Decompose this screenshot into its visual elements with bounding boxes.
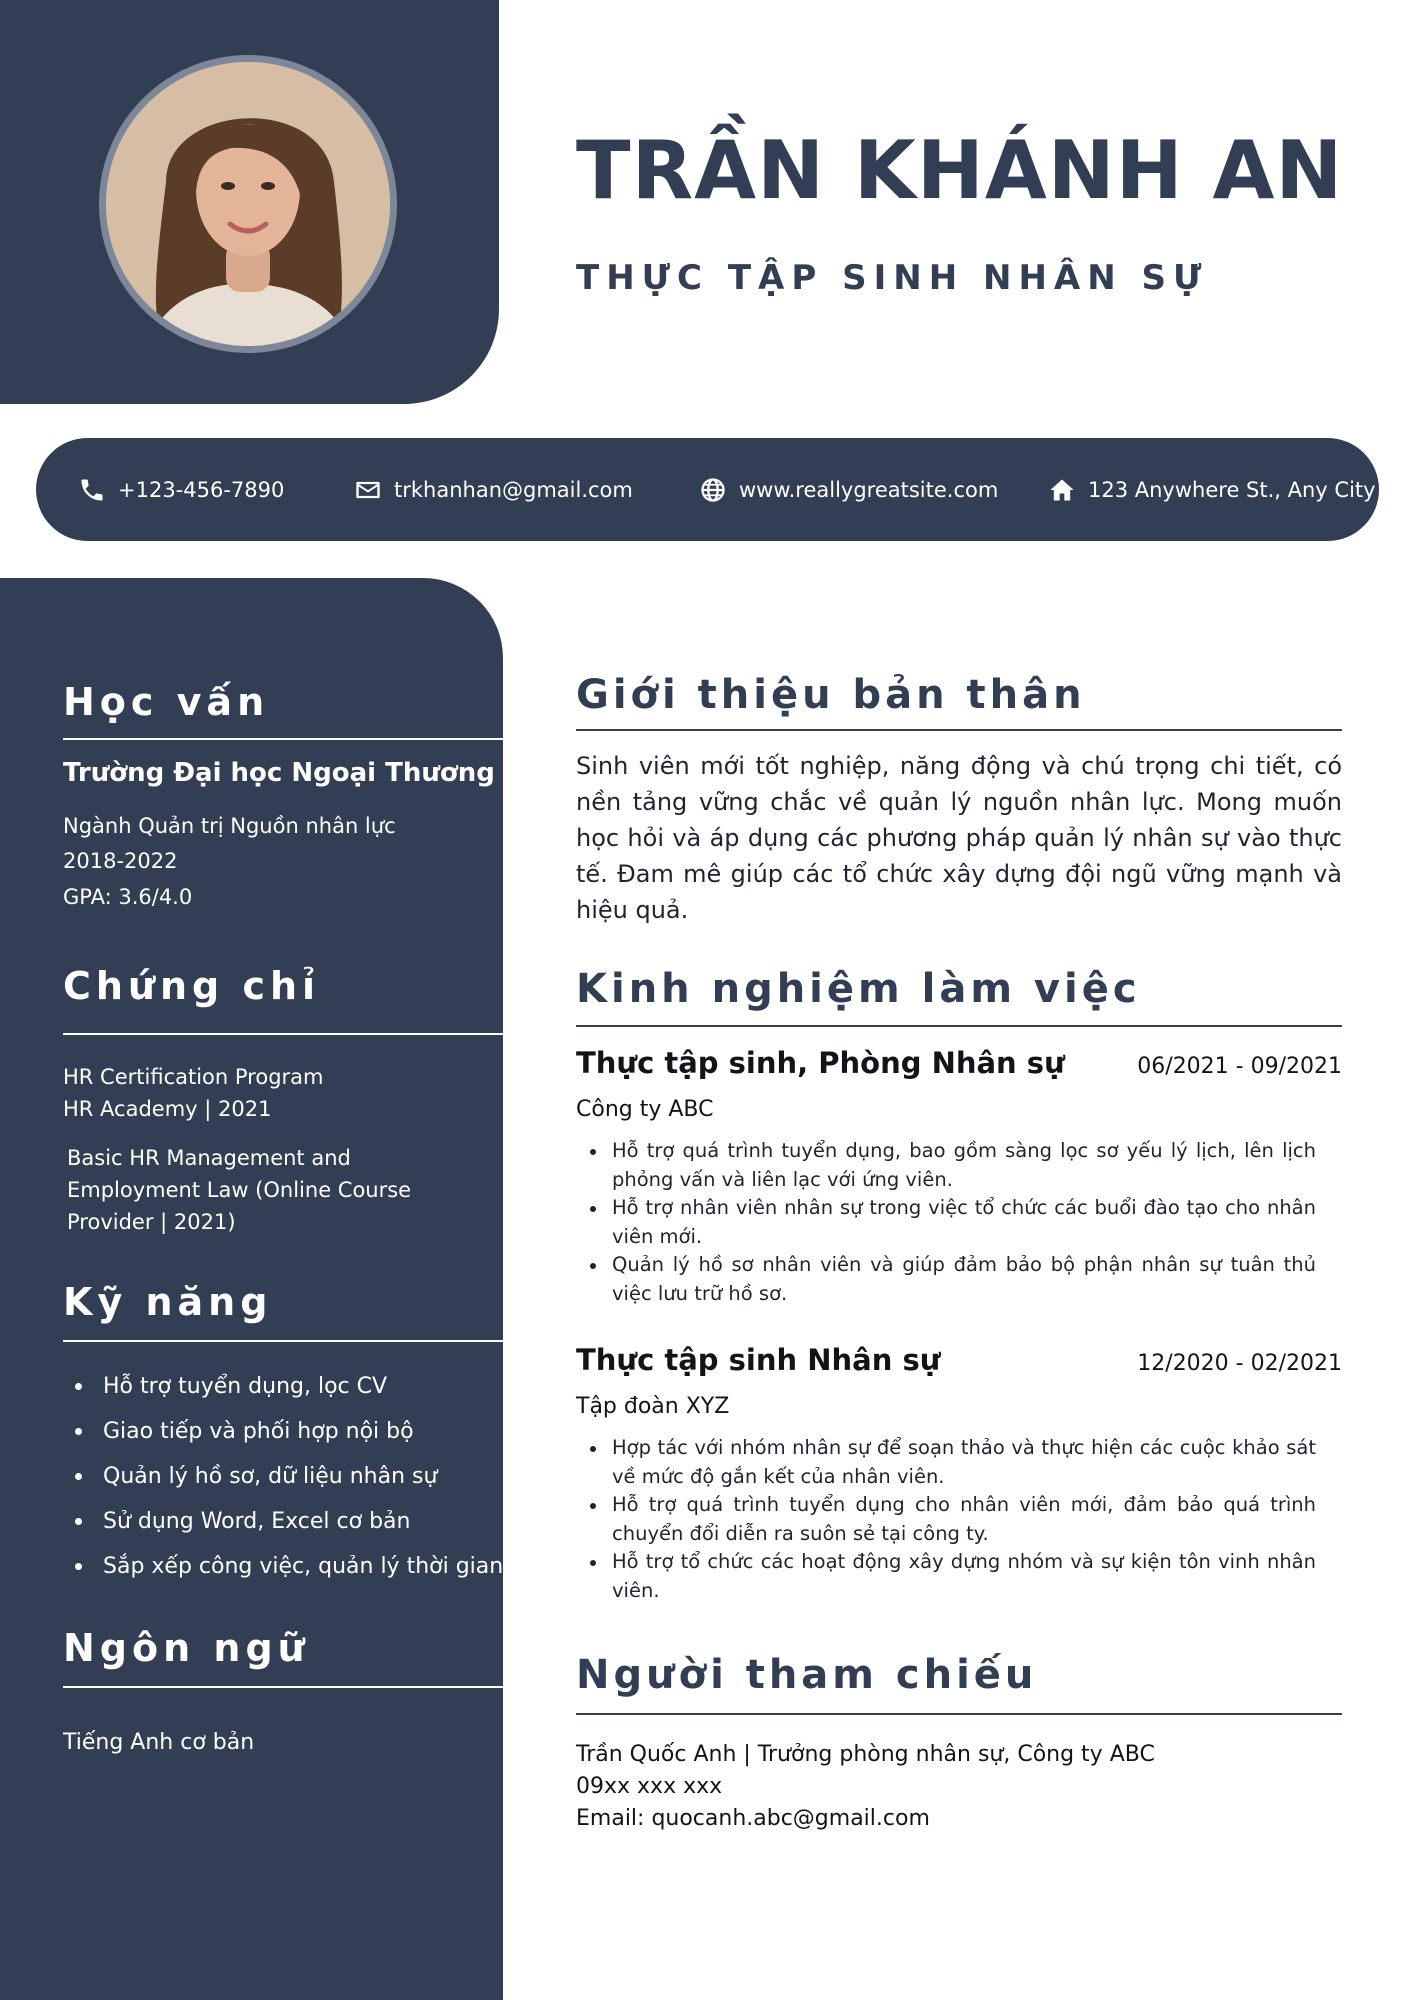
cert-1-line1: HR Certification Program <box>63 1065 324 1089</box>
experience-heading: Kinh nghiệm làm việc <box>576 966 1141 1012</box>
job-1-bullets <box>576 1137 1316 1308</box>
cert-2-line2: Employment Law (Online Course <box>67 1178 412 1202</box>
references-heading: Người tham chiếu <box>576 1652 1038 1698</box>
job-2-dates: 12/2020 - 02/2021 <box>1137 1351 1342 1376</box>
cert-2-line1: Basic HR Management and <box>67 1146 351 1170</box>
job-1-company: Công ty ABC <box>576 1097 714 1122</box>
website-text: www.reallygreatsite.com <box>739 477 999 502</box>
list-item: Hỗ trợ quá trình tuyển dụng, bao gồm sàng lọc sơ yếu lý lịch, lên lịch phỏng vấn và liên lạc với ứng viên. <box>576 1137 1316 1194</box>
contact-address[interactable] <box>1048 438 1376 541</box>
reference-email: Email: quocanh.abc@gmail.com <box>576 1806 930 1831</box>
intro-rule <box>576 729 1342 731</box>
education-rule <box>63 738 503 740</box>
candidate-name: TRẦN KHÁNH AN <box>576 124 1344 217</box>
job-2-role: Thực tập sinh Nhân sự <box>576 1343 941 1377</box>
list-item: Quản lý hồ sơ, dữ liệu nhân sự <box>63 1454 503 1499</box>
certificates-rule <box>63 1033 503 1035</box>
education-heading: Học vấn <box>63 680 270 724</box>
list-item: Hỗ trợ quá trình tuyển dụng cho nhân viên mới, đảm bảo quá trình chuyển đổi diễn ra suôn sẻ tại công ty. <box>576 1491 1316 1548</box>
skills-heading: Kỹ năng <box>63 1280 273 1324</box>
certificates-heading: Chứng chỉ <box>63 964 321 1008</box>
skills-list <box>63 1364 503 1589</box>
list-item: Hỗ trợ nhân viên nhân sự trong việc tổ chức các buổi đào tạo cho nhân viên mới. <box>576 1194 1316 1251</box>
education-major: Ngành Quản trị Nguồn nhân lực <box>63 814 396 838</box>
languages-heading: Ngôn ngữ <box>63 1626 310 1670</box>
experience-rule <box>576 1025 1342 1027</box>
list-item: Quản lý hồ sơ nhân viên và giúp đảm bảo bộ phận nhân sự tuân thủ việc lưu trữ hồ sơ. <box>576 1251 1316 1308</box>
contact-bar <box>36 438 1379 541</box>
cert-1-line2: HR Academy | 2021 <box>63 1097 272 1121</box>
candidate-title: THỰC TẬP SINH NHÂN SỰ <box>576 258 1209 298</box>
list-item: Hỗ trợ tuyển dụng, lọc CV <box>63 1364 503 1409</box>
photo-panel <box>0 0 499 404</box>
education-school: Trường Đại học Ngoại Thương <box>63 758 495 788</box>
languages-rule <box>63 1686 503 1688</box>
list-item: Sử dụng Word, Excel cơ bản <box>63 1499 503 1544</box>
contact-phone[interactable] <box>78 438 284 541</box>
email-text: trkhanhan@gmail.com <box>394 477 633 502</box>
education-gpa: GPA: 3.6/4.0 <box>63 885 193 909</box>
phone-icon <box>78 476 106 504</box>
profile-photo <box>106 62 390 346</box>
address-text: 123 Anywhere St., Any City <box>1088 477 1376 502</box>
list-item: Hợp tác với nhóm nhân sự để soạn thảo và thực hiện các cuộc khảo sát về mức độ gắn kết của nhân viên. <box>576 1434 1316 1491</box>
mail-icon <box>354 476 382 504</box>
cert-2-line3: Provider | 2021) <box>67 1210 236 1234</box>
phone-text: +123-456-7890 <box>118 477 285 502</box>
job-1-dates: 06/2021 - 09/2021 <box>1137 1054 1342 1079</box>
globe-icon <box>699 476 727 504</box>
reference-name: Trần Quốc Anh | Trưởng phòng nhân sự, Công ty ABC <box>576 1742 1155 1767</box>
reference-phone: 09xx xxx xxx <box>576 1774 723 1799</box>
job-2-bullets <box>576 1434 1316 1605</box>
references-rule <box>576 1713 1342 1715</box>
language-item: Tiếng Anh cơ bản <box>63 1730 255 1755</box>
intro-text: Sinh viên mới tốt nghiệp, năng động và chú trọng chi tiết, có nền tảng vững chắc về quản lý nguồn nhân lực. Mong muốn học hỏi và áp dụng các phương pháp quản lý nhân sự vào thực tế. Đam mê giúp các tổ chức xây dựng đội ngũ vững mạnh và hiệu quả. <box>576 752 1342 924</box>
home-icon <box>1048 476 1076 504</box>
list-item: Hỗ trợ tổ chức các hoạt động xây dựng nhóm và sự kiện tôn vinh nhân viên. <box>576 1548 1316 1605</box>
intro-heading: Giới thiệu bản thân <box>576 672 1086 718</box>
list-item: Giao tiếp và phối hợp nội bộ <box>63 1409 503 1454</box>
list-item: Sắp xếp công việc, quản lý thời gian <box>63 1544 503 1589</box>
education-years: 2018-2022 <box>63 849 178 873</box>
contact-email[interactable] <box>354 438 633 541</box>
job-2-company: Tập đoàn XYZ <box>576 1394 730 1419</box>
contact-website[interactable] <box>699 438 998 541</box>
skills-rule <box>63 1340 503 1342</box>
job-1-role: Thực tập sinh, Phòng Nhân sự <box>576 1046 1065 1080</box>
portrait-illustration <box>106 62 390 346</box>
